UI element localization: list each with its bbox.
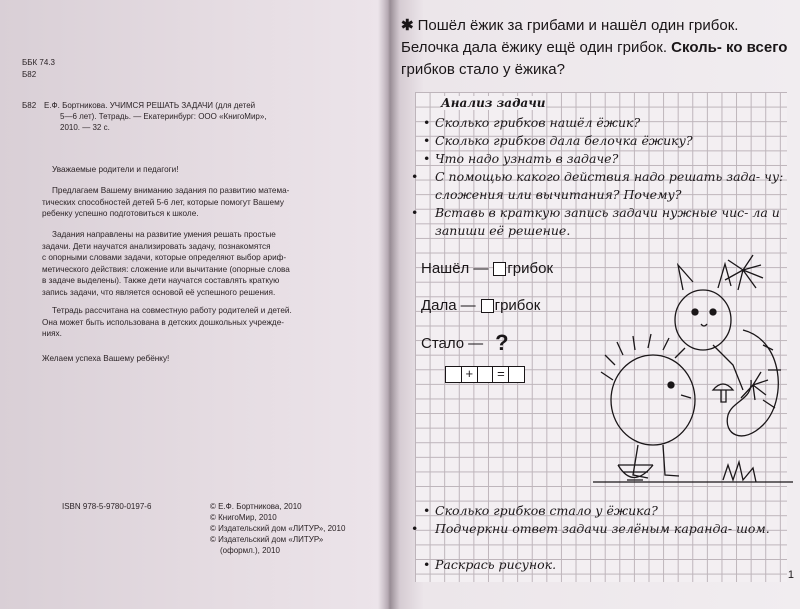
equation-given [421, 297, 540, 314]
solution-cell[interactable] [477, 366, 494, 383]
question-mark: ? [495, 330, 509, 355]
left-page [0, 0, 385, 609]
text-line: Задания направлены на развитие умения решать простые [52, 230, 276, 239]
eq-dash: — [473, 260, 489, 277]
author-code-2: Б82 [22, 101, 37, 110]
text-line: ниях. [42, 329, 62, 338]
eq-label-total: Стало [421, 334, 465, 352]
paragraph-3 [42, 305, 342, 340]
copyright-block [210, 501, 345, 556]
text-line: задачи. Дети научатся анализировать задачу, познакомятся [42, 241, 271, 251]
paragraph-2 [42, 229, 342, 298]
bottom-question: • Подчеркни ответ задачи зелёным каранда- шом. [411, 521, 770, 536]
paragraph-1 [42, 185, 342, 220]
bottom-question: • Сколько грибков стало у ёжика? [423, 503, 658, 518]
copyright-line: © Издательский дом «ЛИТУР», 2010 [210, 524, 346, 533]
task-part-2: грибков стало у ёжика? [401, 61, 565, 78]
hedgehog-squirrel-illustration [593, 250, 793, 495]
text-line: Она может быть использована в детских дошкольных учрежде- [42, 317, 284, 327]
equation-found [421, 260, 553, 277]
task-text [401, 15, 796, 81]
text-line: метического действия: сложение или вычитание (опорные слова [42, 264, 290, 274]
right-page [393, 0, 800, 609]
bottom-question: • Раскрась рисунок. [423, 557, 557, 572]
solution-row [445, 366, 524, 383]
solution-cell[interactable] [508, 366, 525, 383]
question-text: Раскрась рисунок. [435, 557, 557, 572]
text-line: Тетрадь рассчитана на совместную работу родителей и детей. [52, 306, 292, 315]
copyright-line: © КнигоМир, 2010 [210, 513, 277, 522]
text-line: Предлагаем Вашему вниманию задания по развитию матема- [52, 186, 290, 195]
citation-line: 5—6 лет). Тетрадь. — Екатеринбург: ООО «КнигоМир», [60, 112, 267, 121]
text-line: запись задачи, что является основой её успешного решения. [42, 287, 276, 297]
question-text: Сколько грибков стало у ёжика? [435, 503, 658, 518]
question-text: Вставь в краткую запись задачи нужные чис- ла и запиши её решение. [435, 205, 780, 238]
question-text: С помощью какого действия надо решать зада- чу: сложения или вычитания? Почему? [435, 169, 784, 202]
task-part-1: Пошёл ёжик за грибами и нашёл один грибок. Белочка дала ёжику ещё один грибок. [401, 17, 739, 56]
citation-line: 2010. — 32 с. [60, 123, 110, 132]
citation-line: Е.Ф. Бортникова. УЧИМСЯ РЕШАТЬ ЗАДАЧИ (для детей [44, 101, 256, 110]
citation [44, 100, 344, 133]
text-line: тических способностей детей 5-6 лет, которые помогут Вашему [42, 197, 284, 207]
author-code: Б82 [22, 70, 37, 79]
text-line: с опорными словами задачи, которые определяют выбор ариф- [42, 253, 287, 262]
question-item: • Сколько грибков нашёл ёжик? [423, 115, 641, 130]
answer-box-found[interactable] [493, 262, 506, 276]
copyright-line: © Издательский дом «ЛИТУР» [210, 535, 324, 544]
isbn: ISBN 978-5-9780-0197-6 [62, 502, 152, 511]
eq-unit-found: грибок [507, 260, 554, 277]
solution-cell: + [461, 366, 478, 383]
eq-dash: — [468, 334, 484, 352]
eq-unit-given: грибок [494, 297, 541, 314]
star-icon: ✱ [401, 17, 414, 34]
eq-label-found: Нашёл [421, 260, 470, 277]
question-item: • Вставь в краткую запись задачи нужные чис- ла и запиши её решение. [411, 205, 780, 238]
copyright-line: © Е.Ф. Бортникова, 2010 [210, 502, 302, 511]
text-line: в задаче выделены). Также дети научатся составлять краткую [42, 276, 280, 285]
page-number: 1 [787, 569, 794, 581]
greeting: Уважаемые родители и педагоги! [52, 165, 179, 174]
question-item: • Сколько грибков дала белочка ёжику? [423, 133, 693, 148]
equation-total [421, 330, 509, 356]
answer-box-given[interactable] [481, 299, 494, 313]
question-text: Сколько грибков дала белочка ёжику? [435, 133, 693, 148]
solution-cell: = [492, 366, 509, 383]
eq-dash: — [460, 297, 476, 314]
question-text: Что надо узнать в задаче? [435, 151, 619, 166]
question-item: • С помощью какого действия надо решать зада- чу: сложения или вычитания? Почему? [411, 169, 784, 202]
text-line: ребенку успешно подготовиться к школе. [42, 209, 199, 218]
solution-cell[interactable] [445, 366, 462, 383]
task-keyword: Сколь- ко всего [671, 39, 788, 56]
analysis-title: Анализ задачи [441, 96, 546, 110]
eq-label-given: Дала [421, 297, 457, 314]
bbk-index: ББК 74.3 [22, 58, 55, 67]
wish: Желаем успеха Вашему ребёнку! [42, 354, 170, 363]
question-item: • Что надо узнать в задаче? [423, 151, 619, 166]
copyright-line: (оформл.), 2010 [220, 546, 280, 555]
question-text: Сколько грибков нашёл ёжик? [435, 115, 641, 130]
question-text: Подчеркни ответ задачи зелёным каранда- шом. [435, 521, 770, 536]
